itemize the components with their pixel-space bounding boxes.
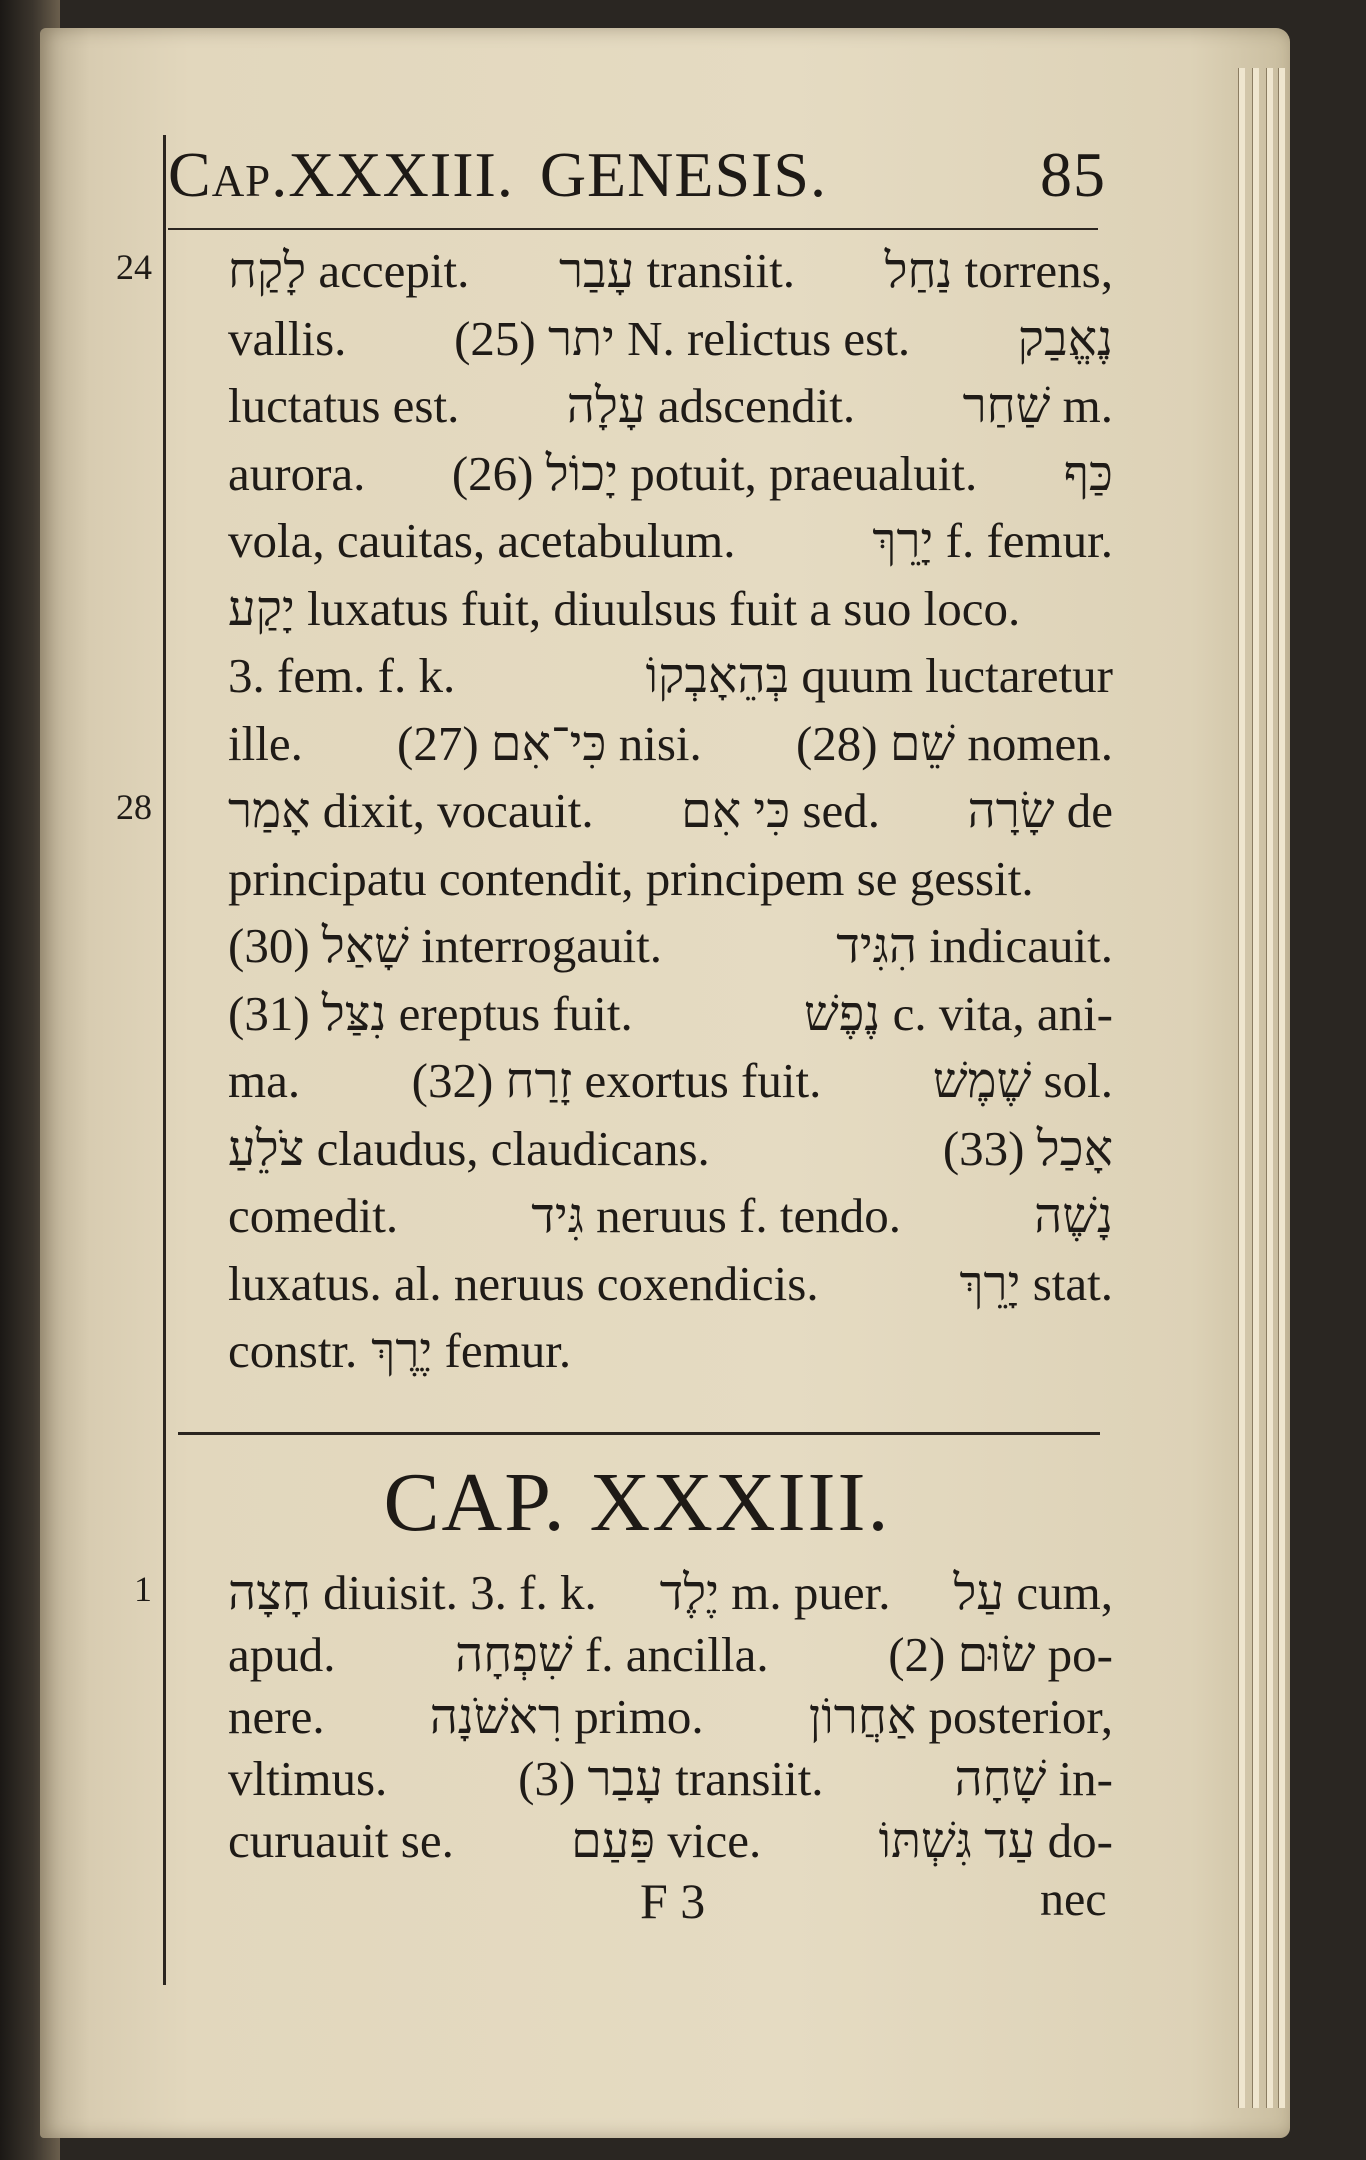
gloss-entry: (31) נִצַּל ereptus fuit. <box>228 985 633 1041</box>
gloss-entry: אָמַר dixit, vocauit. <box>228 783 594 838</box>
text-line <box>228 1183 1113 1249</box>
section-divider-rule <box>178 1432 1100 1435</box>
gloss-entry: נָשֶׁה <box>1034 1188 1113 1243</box>
gloss-entry: aurora. <box>228 445 366 501</box>
text-line <box>228 1251 1113 1317</box>
gloss-entry: עַל cum, <box>953 1565 1113 1620</box>
text-line <box>228 1116 1113 1182</box>
gloss-entry: (26) יָכוֹל potuit, praeualuit. <box>451 445 978 501</box>
gloss-entry: עָלָה adscendit. <box>566 378 856 433</box>
left-margin-rule <box>163 135 166 1985</box>
gloss-entry: כַּף <box>1063 445 1113 501</box>
gloss-entry: צֹלֵעַ claudus, claudicans. <box>228 1120 710 1176</box>
header-book-title: GENESIS. <box>539 139 827 210</box>
gloss-entry: יֶלֶד m. puer. <box>659 1565 891 1620</box>
gloss-entry: כִּי אִם sed. <box>681 783 880 838</box>
gloss-entry: (3) עָבַר transiit. <box>518 1751 824 1806</box>
header-rule <box>168 228 1098 230</box>
gloss-entry: (30) שָׁאַל interrogauit. <box>228 918 663 973</box>
gloss-entry: עַד גִּשְׁתּוֹ do- <box>878 1813 1113 1868</box>
text-line <box>228 1048 1113 1114</box>
running-header <box>168 138 1106 218</box>
gloss-entry: גִּיד neruus f. tendo. <box>531 1188 901 1243</box>
verse-marker: 1 <box>134 1569 152 1609</box>
gloss-entry: constr. <box>228 1323 358 1378</box>
text-line <box>228 306 1113 372</box>
catchword: nec <box>1040 1873 1107 1926</box>
text-line <box>228 846 1113 912</box>
gloss-entry: ma. <box>228 1053 301 1108</box>
gloss-entry: ille. <box>228 715 303 771</box>
gloss-entry: curuauit se. <box>228 1813 454 1868</box>
text-line <box>228 1622 1113 1688</box>
gloss-entry: שָׁחָה in- <box>954 1751 1113 1806</box>
gloss-entry: שִׁפְחָה f. ancilla. <box>455 1627 769 1682</box>
gloss-entry: נֶאֱבַק <box>1017 310 1113 366</box>
text-line <box>228 508 1113 574</box>
text-line <box>228 1318 1113 1384</box>
gloss-entry: (27) כִּי־אִם nisi. <box>397 715 702 771</box>
text-line <box>228 913 1113 979</box>
text-line <box>228 576 1113 642</box>
gloss-entry: שַׁחַר m. <box>962 378 1113 433</box>
gloss-entry: (28) שֵׁם nomen. <box>795 715 1113 771</box>
header-cap-label: Cap. <box>168 139 289 210</box>
gloss-entry: comedit. <box>228 1188 399 1243</box>
gloss-entry: 3. fem. f. k. <box>228 648 456 703</box>
gloss-entry: לָקַח accepit. <box>228 243 470 298</box>
gloss-entry: nere. <box>228 1689 325 1744</box>
gloss-entry: עָבַר transiit. <box>558 243 795 298</box>
text-line <box>228 1560 1113 1626</box>
gloss-entry: יֶרֶךְ femur. <box>371 1323 572 1378</box>
gloss-entry: יָרֵךְ f. femur. <box>872 513 1113 568</box>
gloss-entry: (32) זָרַח exortus fuit. <box>411 1053 822 1108</box>
printer-signature: F 3 <box>640 1873 706 1929</box>
gloss-entry: חָצָה diuisit. 3. f. k. <box>228 1565 597 1620</box>
gloss-entry: luctatus est. <box>228 378 460 433</box>
gloss-entry: נֶפֶשׁ c. vita, ani- <box>804 985 1113 1041</box>
text-line <box>228 373 1113 439</box>
gloss-entry: בְּהֵאָבְקוֹ quum luctaretur <box>645 648 1113 703</box>
text-line <box>228 981 1113 1047</box>
chapter-heading: CAP. XXXIII. <box>383 1456 891 1549</box>
gloss-entry: רִאשֹׁנָה primo. <box>429 1689 704 1744</box>
header-chapter: XXXIII. <box>288 139 514 210</box>
gloss-entry: אַחֲרוֹן posterior, <box>808 1689 1113 1744</box>
verse-marker: 24 <box>116 247 152 287</box>
gloss-entry: (33) אָכַל <box>942 1120 1113 1176</box>
text-line <box>228 643 1113 709</box>
page-edge <box>1278 68 1285 2108</box>
page-number: 85 <box>1040 139 1106 210</box>
gloss-entry: פַּעַם vice. <box>571 1813 762 1868</box>
gloss-entry: יָקַע luxatus fuit, diuulsus fuit a suo loco. <box>228 580 1021 636</box>
gloss-entry: apud. <box>228 1627 336 1682</box>
gloss-entry: (2) שׂוּם po- <box>888 1627 1113 1682</box>
page-edge <box>1238 68 1245 2108</box>
text-line <box>228 238 1113 304</box>
gloss-entry: שֶׁמֶשׁ sol. <box>932 1053 1113 1108</box>
text-line <box>228 778 1113 844</box>
text-line <box>228 1808 1113 1874</box>
text-line <box>228 1746 1113 1812</box>
gloss-entry: vltimus. <box>228 1751 388 1806</box>
gloss-entry: הִגִּיד indicauit. <box>836 918 1113 973</box>
gloss-entry: vallis. <box>228 310 347 366</box>
text-line <box>228 1684 1113 1750</box>
gloss-entry: יָרֵךְ stat. <box>959 1255 1113 1311</box>
page-edge <box>1252 68 1259 2108</box>
gloss-entry: luxatus. al. neruus coxendicis. <box>228 1255 819 1311</box>
text-line <box>228 441 1113 507</box>
gloss-entry: נַחַל torrens, <box>884 243 1113 298</box>
gloss-entry: vola, cauitas, acetabulum. <box>228 513 736 568</box>
page-edge <box>1266 68 1273 2108</box>
gloss-entry: (25) יתר N. relictus est. <box>454 310 911 366</box>
text-line <box>228 711 1113 777</box>
gloss-entry: שָׂרָה de <box>967 783 1113 838</box>
verse-marker: 28 <box>116 787 152 827</box>
gloss-entry: principatu contendit, principem se gessit. <box>228 850 1034 906</box>
